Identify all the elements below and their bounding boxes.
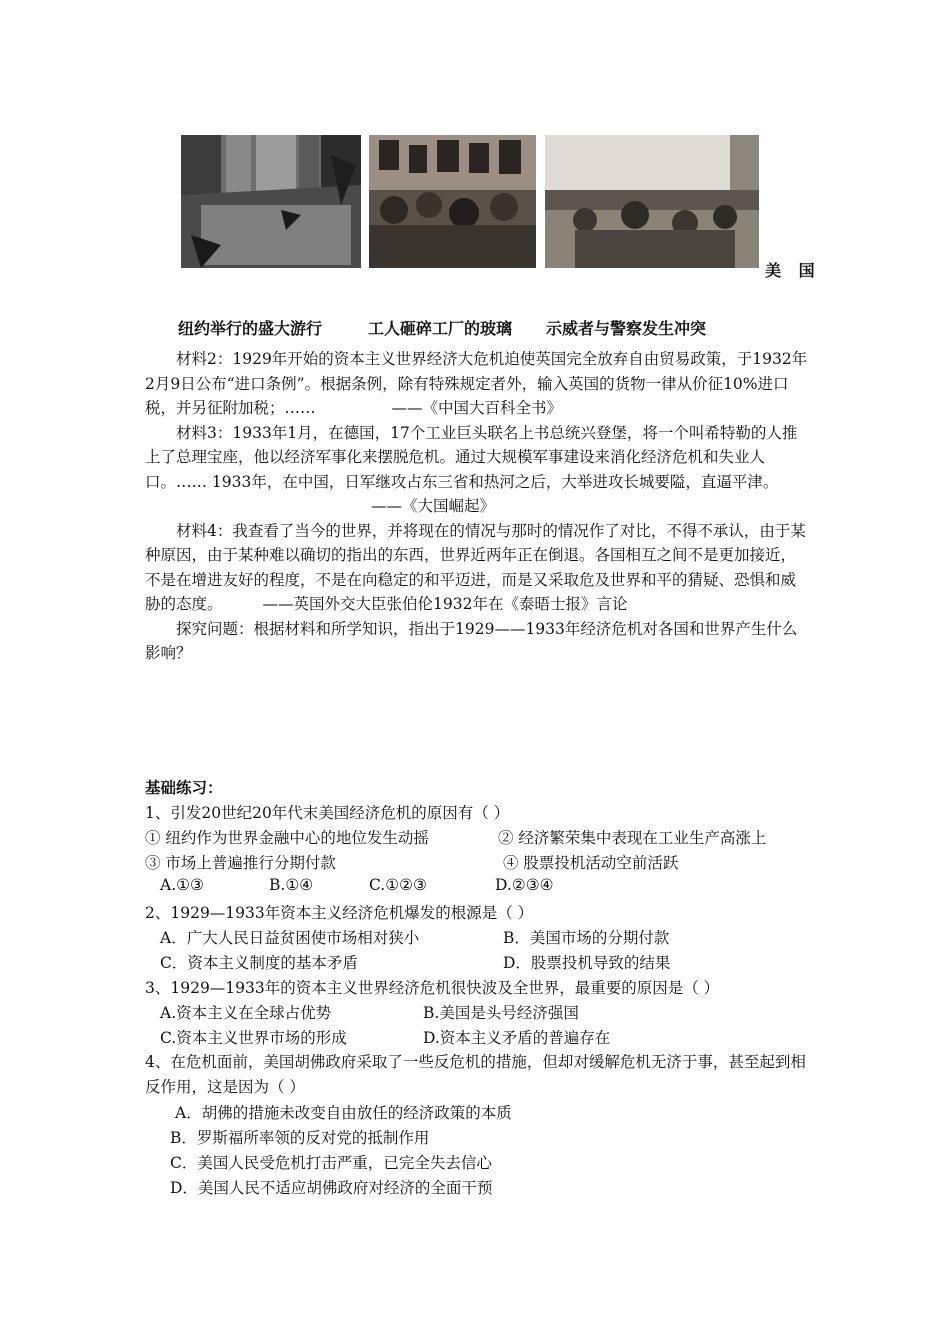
question-3: 3、1929—1933年的资本主义世界经济危机很快波及全世界，最重要的原因是（ ） (145, 979, 720, 997)
q1-option-4: ④ 股票投机活动空前活跃 (503, 854, 679, 872)
q2-choice-d: D．股票投机导致的结果 (503, 954, 671, 972)
material-3-source: ——《大国崛起》 (371, 497, 496, 515)
q1-choice-c: C.①②③ (369, 876, 427, 894)
q1-choice-a: A.①③ (160, 876, 204, 894)
q1-choice-d: D.②③④ (495, 876, 554, 894)
q4-choice-d: D．美国人民不适应胡佛政府对经济的全面干预 (170, 1179, 493, 1197)
exercise-heading: 基础练习： (145, 778, 223, 797)
question-4-text: 4、在危机面前，美国胡佛政府采取了一些反危机的措施，但却对缓解危机无济于事，甚至起到相反作用，这是因为（ ） (145, 1053, 806, 1096)
q4-choice-a: A．胡佛的措施未改变自由放任的经济政策的本质 (175, 1104, 512, 1122)
q3-choice-b: B.美国是头号经济强国 (423, 1004, 579, 1022)
question-2: 2、1929—1933年资本主义经济危机爆发的根源是（ ） (145, 904, 534, 922)
material-4 (145, 519, 810, 617)
parade-photo (181, 135, 361, 268)
q3-choice-c: C.资本主义世界市场的形成 (160, 1029, 347, 1047)
material-2 (145, 347, 810, 421)
clash-photo (545, 135, 759, 268)
caption-clash: 示威者与警察发生冲突 (546, 319, 707, 338)
workers-photo (369, 135, 536, 268)
q1-choice-b: B.①④ (269, 876, 314, 894)
q4-choice-b: B．罗斯福所率领的反对党的抵制作用 (170, 1129, 430, 1147)
q3-choice-a: A.资本主义在全球占优势 (160, 1004, 332, 1022)
q3-choice-d: D.资本主义矛盾的普遍存在 (423, 1029, 611, 1047)
material-4-source: ——英国外交大臣张伯伦1932年在《泰晤士报》言论 (262, 595, 628, 613)
q1-option-3: ③ 市场上普遍推行分期付款 (145, 854, 336, 872)
q1-option-1: ① 纽约作为世界金融中心的地位发生动摇 (145, 829, 429, 847)
q1-option-2: ② 经济繁荣集中表现在工业生产高涨上 (498, 829, 767, 847)
caption-workers: 工人砸碎工厂的玻璃 (368, 319, 513, 338)
material-3-text: 材料3：1933年1月，在德国，17个工业巨头联名上书总统兴登堡，将一个叫希特勒的人推上了总理宝座，他以经济军事化来摆脱危机。通过大规模军事建设来消化经济危机和失业人口。…… 1933年，在中国，日军继攻占东三省和热河之后，大举进攻长城要隘，直逼平津。 (145, 423, 798, 491)
material-4-text: 材料4：我查看了当今的世界，并将现在的情况与那时的情况作了对比，不得不承认，由于某种原因，由于某种难以确切的指出的东西，世界近两年正在倒退。各国相互之间不是更加接近，不是在增进友好的程度，不是在向稳定的和平迈进，而是又采取危及世界和平的猜疑、恐惧和威胁的态度。 (145, 521, 806, 613)
material-2-source: ——《中国大百科全书》 (391, 399, 563, 417)
question-1: 1、引发20世纪20年代末美国经济危机的原因有（ ） (145, 804, 510, 822)
q2-choice-c: C．资本主义制度的基本矛盾 (160, 954, 358, 972)
question-4 (145, 1050, 810, 1099)
q2-choice-b: B．美国市场的分期付款 (503, 929, 670, 947)
materials-section (145, 347, 810, 666)
material-3 (145, 421, 810, 519)
q4-choice-c: C．美国人民受危机打击严重，已完全失去信心 (170, 1154, 492, 1172)
caption-parade: 纽约举行的盛大游行 (178, 319, 323, 338)
material-2-text: 材料2：1929年开始的资本主义世界经济大危机迫使英国完全放弃自由贸易政策，于1932年2月9日公布“进口条例”。根据条例，除有特殊规定者外，输入英国的货物一律从价征10%进口税，并另征附加税；…… (145, 350, 808, 417)
inquiry-question: 探究问题：根据材料和所学知识，指出于1929——1933年经济危机对各国和世界产生什么影响？ (145, 619, 798, 662)
q2-choice-a: A．广大人民日益贫困使市场相对狭小 (160, 929, 420, 947)
country-label: 美 国 (765, 261, 821, 280)
